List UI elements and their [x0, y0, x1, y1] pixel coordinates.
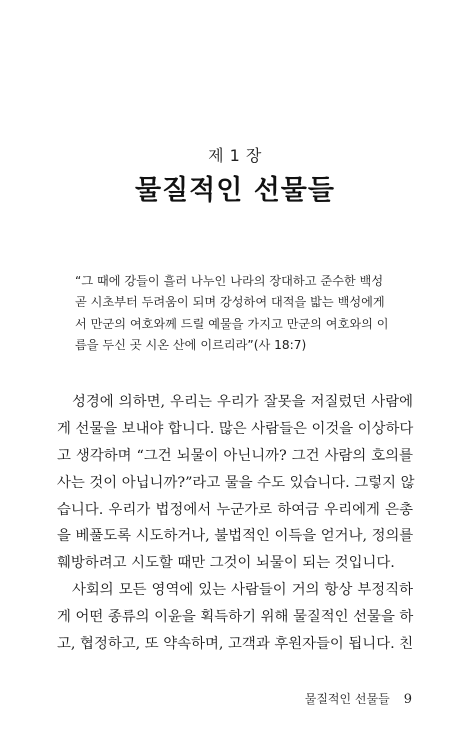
- running-title: 물질적인 선물들: [304, 692, 390, 706]
- page-footer: [305, 690, 412, 707]
- body-line: 게 선물을 보내야 합니다. 많은 사람들은 이것을 이상하다: [57, 420, 414, 437]
- body-line: 고, 협정하고, 또 약속하며, 고객과 후원자들이 됩니다. 친: [57, 636, 414, 653]
- body-line: 습니다. 우리가 법정에서 누군가로 하여금 우리에게 은총: [57, 501, 413, 518]
- body-line: 게 어떤 종류의 이윤을 획득하기 위해 물질적인 선물을 하: [57, 609, 414, 626]
- epigraph: [75, 271, 415, 356]
- epigraph-line: “그 때에 강들이 흘러 나누인 나라의 장대하고 준수한 백성: [75, 274, 384, 288]
- body-line: 훼방하려고 시도할 때만 그것이 뇌물이 되는 것입니다.: [57, 555, 395, 572]
- epigraph-line: 름을 두신 곳 시온 산에 이르리라”(사 18:7): [75, 337, 307, 352]
- body-text: [57, 389, 413, 658]
- epigraph-line: 서 만군의 여호와께 드릴 예물을 가지고 만군의 여호와의 이: [75, 316, 389, 331]
- epigraph-line: 곧 시초부터 두려움이 되며 강성하여 대적을 밟는 백성에게: [75, 295, 385, 310]
- body-line: 고 생각하며 “그건 뇌물이 아닌니까? 그건 사람의 호의를: [57, 447, 413, 464]
- body-line: 사회의 모든 영역에 있는 사람들이 거의 항상 부정직하: [72, 582, 413, 599]
- page-number: 9: [403, 692, 412, 707]
- chapter-label: 제 1 장: [208, 146, 262, 165]
- chapter-title: 물질적인 선물들: [135, 175, 335, 206]
- body-line: 을 베풀도록 시도하거나, 불법적인 이득을 얻거나, 정의를: [57, 528, 414, 545]
- body-line: 사는 것이 아닙니까?”라고 물을 수도 있습니다. 그렇지 않: [57, 474, 415, 491]
- body-line: 성경에 의하면, 우리는 우리가 잘못을 저질렀던 사람에: [72, 394, 413, 410]
